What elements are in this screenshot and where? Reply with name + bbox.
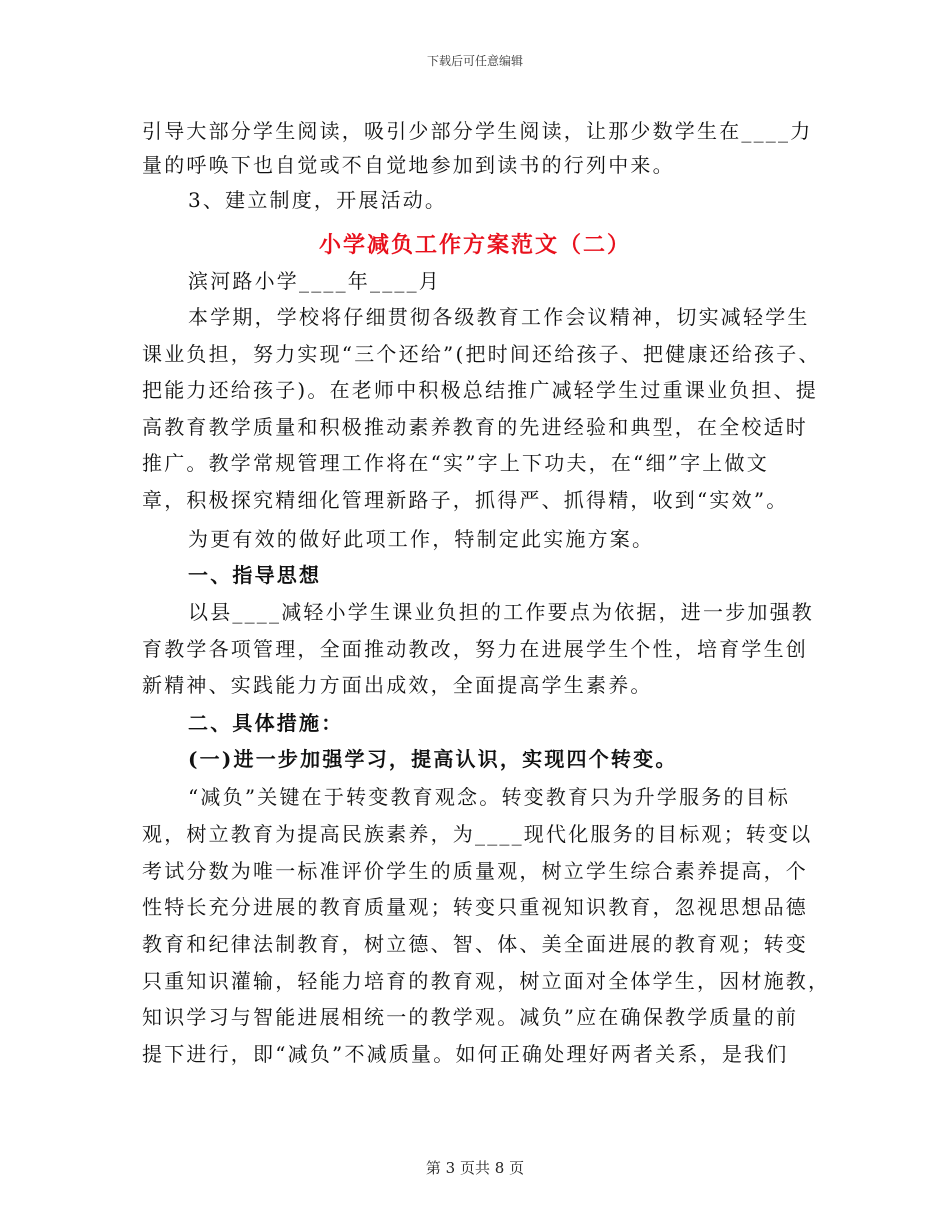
paragraph-line: 教育和纪律法制教育，树立德、智、体、美全面进展的教育观；转变: [142, 932, 808, 956]
heading-specific-measures: 二、具体措施：: [188, 711, 344, 735]
paragraph-line: 新精神、实践能力方面出成效，全面提高学生素养。: [142, 673, 653, 697]
paragraph-line: 推广。教学常规管理工作将在“实”字上下功夫，在“细”字上做文: [142, 451, 769, 475]
paragraph-line: 以县____减轻小学生课业负担的工作要点为依据，进一步加强教: [188, 600, 814, 624]
paragraph-line: 量的呼唤下也自觉或不自觉地参加到读书的行列中来。: [142, 153, 675, 177]
paragraph-line: 考试分数为唯一标准评价学生的质量观，树立学生综合素养提高，个: [142, 859, 808, 883]
paragraph-line: 3、建立制度，开展活动。: [188, 188, 448, 212]
paragraph-line: 章，积极探究精细化管理新路子，抓得严、抓得精，收到“实效”。: [142, 488, 789, 512]
paragraph-line: 本学期，学校将仔细贯彻各级教育工作会议精神，切实减轻学生: [188, 305, 810, 329]
paragraph-line: 性特长充分进展的教育质量观；转变只重视知识教育，忽视思想品德: [142, 895, 808, 919]
page-header: 下载后可任意编辑: [426, 54, 523, 68]
paragraph-line: 观，树立教育为提高民族素养，为____现代化服务的目标观；转变以: [142, 822, 813, 846]
paragraph-line: 育教学各项管理，全面推动教改，努力在进展学生个性，培育学生创: [142, 637, 808, 661]
paragraph-line: 只重知识灌输，轻能力培育的教育观，树立面对全体学生，因材施教，: [142, 969, 831, 993]
paragraph-line: 提下进行，即“减负”不减质量。如何正确处理好两者关系，是我们: [142, 1042, 789, 1066]
paragraph-line: 课业负担，努力实现“三个还给”(把时间还给孩子、把健康还给孩子、: [142, 342, 821, 366]
page-footer: 第 3 页共 8 页: [425, 1159, 525, 1177]
paragraph-line: “减负”关键在于转变教育观念。转变教育只为升学服务的目标: [188, 785, 791, 809]
paragraph-line: 引导大部分学生阅读，吸引少部分学生阅读，让那少数学生在____力: [142, 119, 813, 143]
paragraph-line: 把能力还给孩子)。在老师中积极总结推广减轻学生过重课业负担、提: [142, 378, 819, 402]
school-date-line: 滨河路小学____年____月: [188, 269, 441, 293]
subheading-four-transformations: (一)进一步加强学习，提高认识，实现四个转变。: [188, 747, 678, 771]
paragraph-line: 知识学习与智能进展相统一的教学观。减负”应在确保教学质量的前: [142, 1005, 799, 1029]
paragraph-line: 高教育教学质量和积极推动素养教育的先进经验和典型，在全校适时: [142, 415, 808, 439]
section-title: 小学减负工作方案范文（二）: [318, 232, 631, 258]
paragraph-line: 为更有效的做好此项工作，特制定此实施方案。: [188, 527, 655, 551]
heading-guiding-ideology: 一、指导思想: [188, 563, 322, 587]
